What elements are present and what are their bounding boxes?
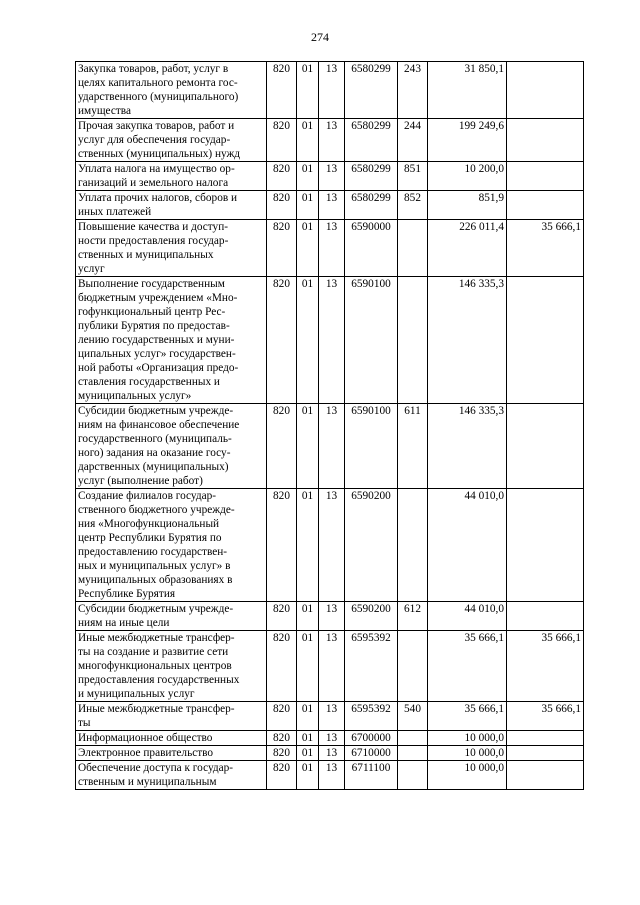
target-item-code: 6700000 — [345, 731, 398, 746]
row-name: Электронное правительство — [76, 746, 267, 761]
table-row — [76, 489, 584, 602]
section-code: 01 — [297, 162, 319, 191]
row-name: Повышение качества и доступ- ности предоставления государ- ственных и муниципальных услуг — [76, 220, 267, 277]
expense-type-code: 611 — [398, 404, 428, 489]
section-code: 01 — [297, 746, 319, 761]
subsection-code: 13 — [319, 62, 345, 119]
federal-amount — [507, 602, 584, 631]
table-row — [76, 602, 584, 631]
expense-type-code — [398, 631, 428, 702]
table-row — [76, 62, 584, 119]
row-name: Обеспечение доступа к государ- ственным и муниципальным — [76, 761, 267, 790]
section-code: 01 — [297, 191, 319, 220]
ministry-code: 820 — [267, 489, 297, 602]
section-code: 01 — [297, 631, 319, 702]
federal-amount — [507, 191, 584, 220]
federal-amount — [507, 119, 584, 162]
amount: 31 850,1 — [428, 62, 507, 119]
subsection-code: 13 — [319, 119, 345, 162]
amount: 35 666,1 — [428, 631, 507, 702]
row-name: Закупка товаров, работ, услуг в целях капитального ремонта гос- ударственного (муниципального) имущества — [76, 62, 267, 119]
row-name: Уплата налога на имущество ор- ганизаций и земельного налога — [76, 162, 267, 191]
subsection-code: 13 — [319, 746, 345, 761]
amount: 10 000,0 — [428, 731, 507, 746]
row-name: Выполнение государственным бюджетным учреждением «Мно- гофункциональный центр Рес- публики Бурятия по предостав- лению государственных и муни- ципальных услуг» государствен- ной работы «Организация предо- ставления государственных и муниципальных услуг» — [76, 277, 267, 404]
amount: 10 000,0 — [428, 746, 507, 761]
amount: 851,9 — [428, 191, 507, 220]
subsection-code: 13 — [319, 761, 345, 790]
ministry-code: 820 — [267, 731, 297, 746]
section-code: 01 — [297, 404, 319, 489]
section-code: 01 — [297, 602, 319, 631]
budget-table — [75, 61, 584, 790]
row-name: Иные межбюджетные трансфер- ты — [76, 702, 267, 731]
subsection-code: 13 — [319, 702, 345, 731]
table-row — [76, 731, 584, 746]
expense-type-code: 612 — [398, 602, 428, 631]
target-item-code: 6595392 — [345, 631, 398, 702]
subsection-code: 13 — [319, 220, 345, 277]
subsection-code: 13 — [319, 631, 345, 702]
target-item-code: 6590100 — [345, 404, 398, 489]
expense-type-code: 851 — [398, 162, 428, 191]
expense-type-code — [398, 277, 428, 404]
amount: 226 011,4 — [428, 220, 507, 277]
federal-amount: 35 666,1 — [507, 631, 584, 702]
section-code: 01 — [297, 62, 319, 119]
target-item-code: 6580299 — [345, 119, 398, 162]
row-name: Субсидии бюджетным учрежде- ниям на финансовое обеспечение государственного (муниципаль- ного) задания на оказание госу- дарственных (муниципальных) услуг (выполнение работ) — [76, 404, 267, 489]
expense-type-code — [398, 220, 428, 277]
ministry-code: 820 — [267, 631, 297, 702]
federal-amount — [507, 761, 584, 790]
amount: 44 010,0 — [428, 489, 507, 602]
section-code: 01 — [297, 119, 319, 162]
expense-type-code: 243 — [398, 62, 428, 119]
table-row — [76, 162, 584, 191]
expense-type-code: 852 — [398, 191, 428, 220]
row-name: Уплата прочих налогов, сборов и иных платежей — [76, 191, 267, 220]
row-name: Иные межбюджетные трансфер- ты на создание и развитие сети многофункциональных центров предоставления государственных и муниципальных услуг — [76, 631, 267, 702]
amount: 44 010,0 — [428, 602, 507, 631]
expense-type-code — [398, 746, 428, 761]
subsection-code: 13 — [319, 191, 345, 220]
row-name: Создание филиалов государ- ственного бюджетного учрежде- ния «Многофункциональный центр Республики Бурятия по предоставлению государствен- ных и муниципальных услуг» в муниципальных образованиях в Республике Бурятия — [76, 489, 267, 602]
table-row — [76, 191, 584, 220]
section-code: 01 — [297, 277, 319, 404]
table-row — [76, 761, 584, 790]
amount: 10 200,0 — [428, 162, 507, 191]
ministry-code: 820 — [267, 702, 297, 731]
ministry-code: 820 — [267, 162, 297, 191]
ministry-code: 820 — [267, 602, 297, 631]
row-name: Субсидии бюджетным учрежде- ниям на иные цели — [76, 602, 267, 631]
ministry-code: 820 — [267, 761, 297, 790]
row-name: Прочая закупка товаров, работ и услуг для обеспечения государ- ственных (муниципальных) нужд — [76, 119, 267, 162]
federal-amount: 35 666,1 — [507, 220, 584, 277]
expense-type-code: 540 — [398, 702, 428, 731]
amount: 146 335,3 — [428, 277, 507, 404]
expense-type-code — [398, 761, 428, 790]
target-item-code: 6580299 — [345, 162, 398, 191]
amount: 10 000,0 — [428, 761, 507, 790]
page-number: 274 — [311, 30, 329, 44]
target-item-code: 6590200 — [345, 489, 398, 602]
target-item-code: 6580299 — [345, 62, 398, 119]
federal-amount — [507, 62, 584, 119]
amount: 199 249,6 — [428, 119, 507, 162]
ministry-code: 820 — [267, 404, 297, 489]
section-code: 01 — [297, 702, 319, 731]
target-item-code: 6590200 — [345, 602, 398, 631]
target-item-code: 6590000 — [345, 220, 398, 277]
table-row — [76, 404, 584, 489]
table-row — [76, 631, 584, 702]
row-name: Информационное общество — [76, 731, 267, 746]
target-item-code: 6710000 — [345, 746, 398, 761]
subsection-code: 13 — [319, 602, 345, 631]
target-item-code: 6711100 — [345, 761, 398, 790]
table-row — [76, 220, 584, 277]
expense-type-code — [398, 731, 428, 746]
ministry-code: 820 — [267, 119, 297, 162]
target-item-code: 6580299 — [345, 191, 398, 220]
target-item-code: 6595392 — [345, 702, 398, 731]
subsection-code: 13 — [319, 731, 345, 746]
subsection-code: 13 — [319, 162, 345, 191]
table-row — [76, 277, 584, 404]
section-code: 01 — [297, 489, 319, 602]
section-code: 01 — [297, 731, 319, 746]
federal-amount — [507, 404, 584, 489]
table-row — [76, 119, 584, 162]
subsection-code: 13 — [319, 277, 345, 404]
ministry-code: 820 — [267, 746, 297, 761]
ministry-code: 820 — [267, 277, 297, 404]
federal-amount: 35 666,1 — [507, 702, 584, 731]
federal-amount — [507, 489, 584, 602]
table-row — [76, 702, 584, 731]
federal-amount — [507, 162, 584, 191]
expense-type-code: 244 — [398, 119, 428, 162]
federal-amount — [507, 746, 584, 761]
subsection-code: 13 — [319, 404, 345, 489]
amount: 35 666,1 — [428, 702, 507, 731]
expense-type-code — [398, 489, 428, 602]
section-code: 01 — [297, 761, 319, 790]
target-item-code: 6590100 — [345, 277, 398, 404]
ministry-code: 820 — [267, 62, 297, 119]
federal-amount — [507, 731, 584, 746]
ministry-code: 820 — [267, 220, 297, 277]
ministry-code: 820 — [267, 191, 297, 220]
table-row — [76, 746, 584, 761]
subsection-code: 13 — [319, 489, 345, 602]
amount: 146 335,3 — [428, 404, 507, 489]
federal-amount — [507, 277, 584, 404]
section-code: 01 — [297, 220, 319, 277]
